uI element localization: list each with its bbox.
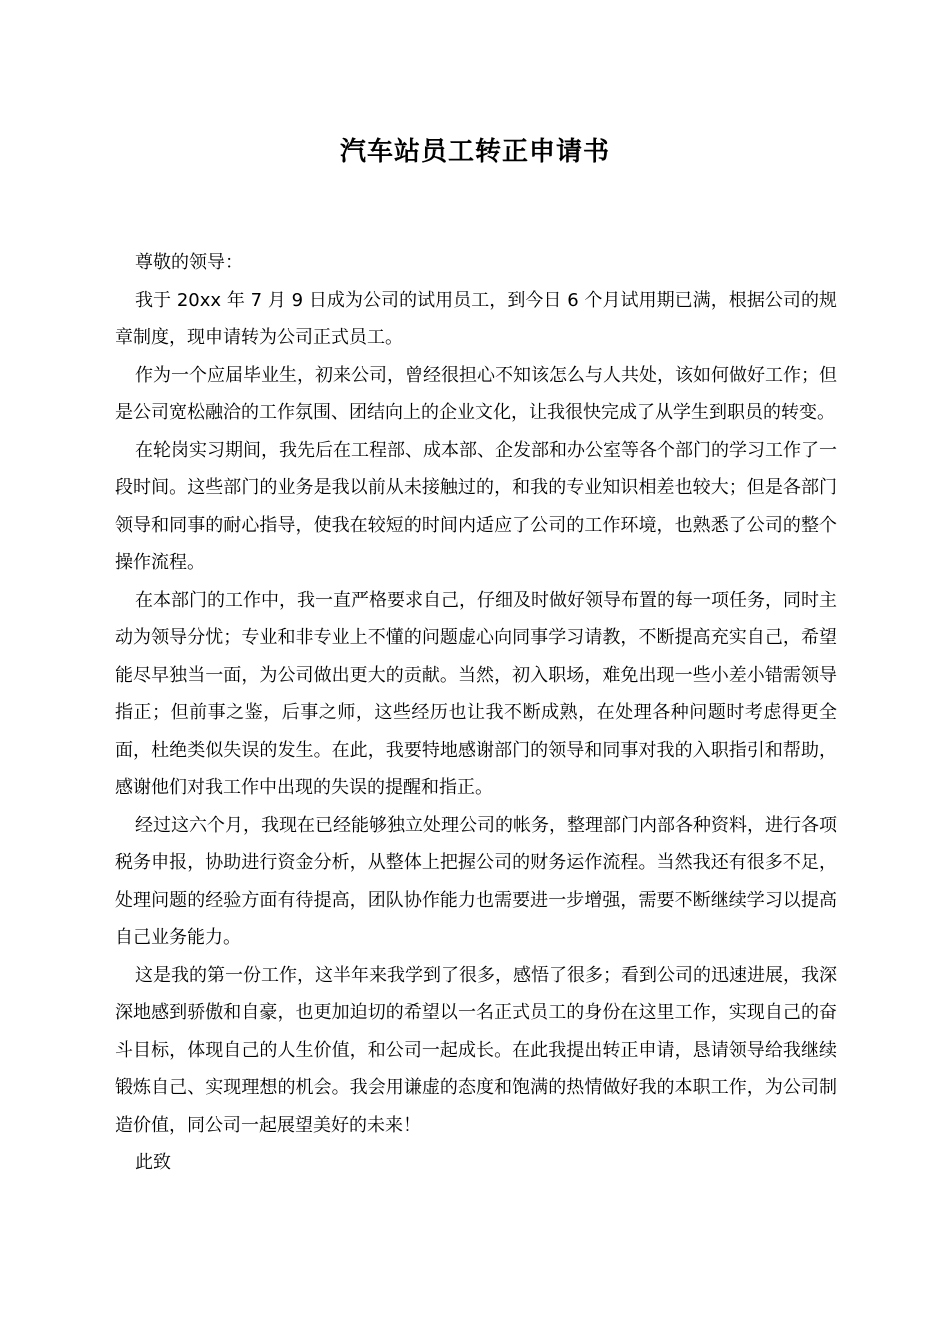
paragraph-3: 在轮岗实习期间，我先后在工程部、成本部、企发部和办公室等各个部门的学习工作了一段时间。这些部门的业务是我以前从未接触过的，和我的专业知识相差也较大；但是各部门领导和同事的耐心指导，使我在较短的时间内适应了公司的工作环境，也熟悉了公司的整个操作流程。 — [115, 439, 837, 573]
document-title: 汽车站员工转正申请书 — [339, 137, 610, 167]
salutation: 尊敬的领导： — [135, 252, 243, 273]
paragraph-4: 在本部门的工作中，我一直严格要求自己，仔细及时做好领导布置的每一项任务，同时主动为领导分忧；专业和非专业上不懂的问题虚心向同事学习请教，不断提高充实自己，希望能尽早独当一面，为公司做出更大的贡献。当然，初入职场，难免出现一些小差小错需领导指正；但前事之鉴，后事之师，这些经历也让我不断成熟，在处理各种问题时考虑得更全面，杜绝类似失误的发生。在此，我要特地感谢部门的领导和同事对我的入职指引和帮助，感谢他们对我工作中出现的失误的提醒和指正。 — [115, 589, 837, 798]
paragraph-2: 作为一个应届毕业生，初来公司，曾经很担心不知该怎么与人共处，该如何做好工作；但是公司宽松融洽的工作氛围、团结向上的企业文化，让我很快完成了从学生到职员的转变。 — [115, 364, 837, 423]
paragraph-5: 经过这六个月，我现在已经能够独立处理公司的帐务，整理部门内部各种资料，进行各项税务申报，协助进行资金分析，从整体上把握公司的财务运作流程。当然我还有很多不足，处理问题的经验方面有待提高，团队协作能力也需要进一步增强，需要不断继续学习以提高自己业务能力。 — [115, 814, 837, 948]
document-body — [115, 244, 837, 1182]
paragraph-1: 我于 20xx 年 7 月 9 日成为公司的试用员工，到今日 6 个月试用期已满，根据公司的规章制度，现申请转为公司正式员工。 — [115, 289, 837, 348]
closing: 此致 — [135, 1152, 171, 1173]
paragraph-6: 这是我的第一份工作，这半年来我学到了很多，感悟了很多；看到公司的迅速进展，我深深地感到骄傲和自豪，也更加迫切的希望以一名正式员工的身份在这里工作，实现自己的奋斗目标，体现自己的人生价值，和公司一起成长。在此我提出转正申请，恳请领导给我继续锻炼自己、实现理想的机会。我会用谦虚的态度和饱满的热情做好我的本职工作，为公司制造价值，同公司一起展望美好的未来！ — [115, 964, 837, 1136]
